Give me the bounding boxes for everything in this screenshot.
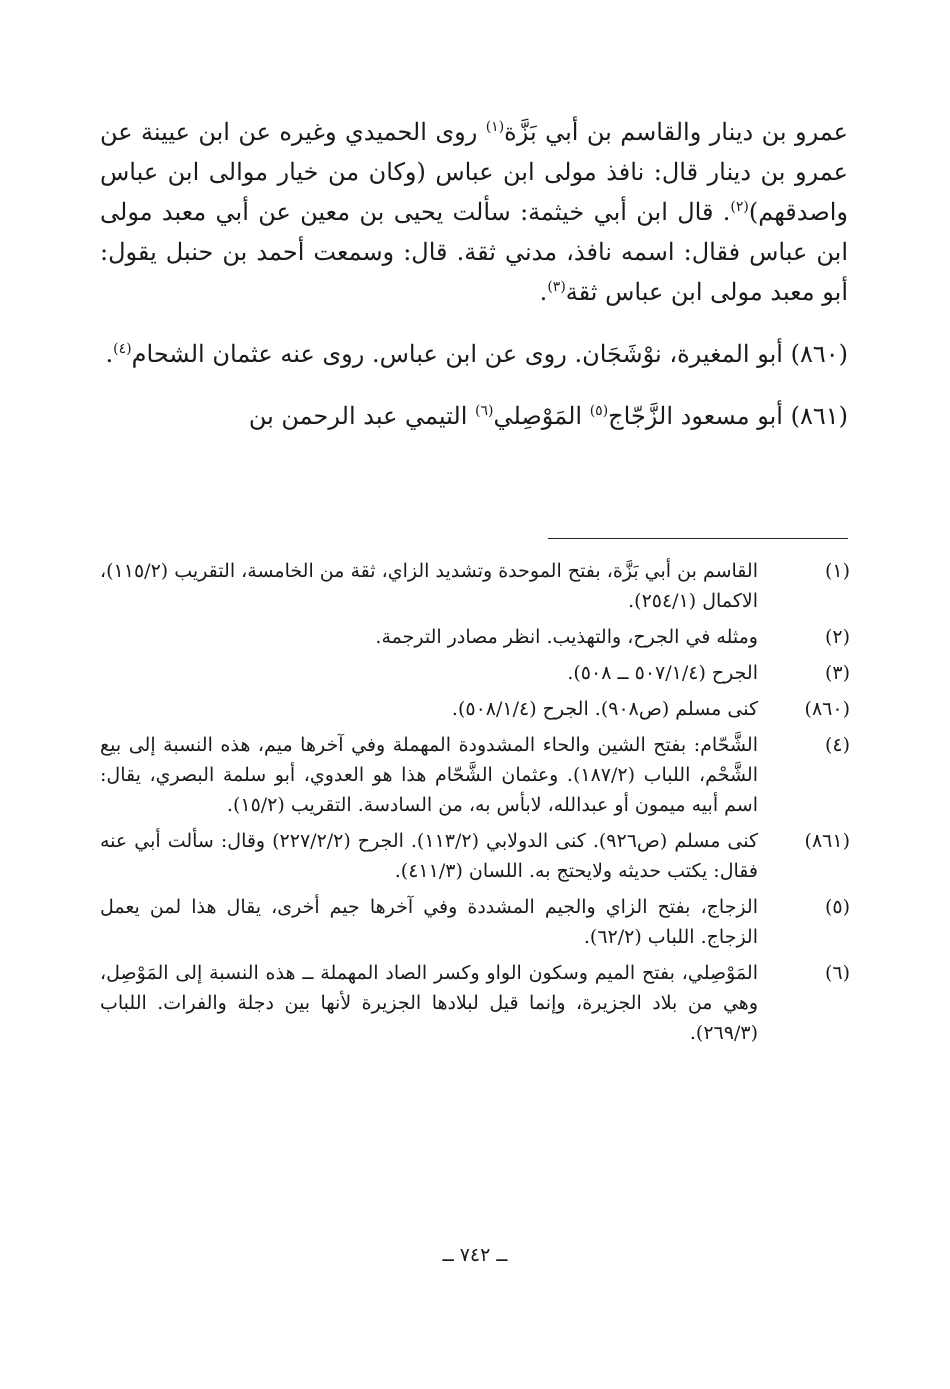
footnote-divider (548, 538, 848, 539)
footnote (100, 958, 850, 1048)
footnote-text: كنى مسلم (ص٩٢٦). كنى الدولابي (١١٣/٢). الجرح (٢٢٧/٢/٢) وقال: سألت أبي عنه فقال: يكتب حديثه ولايحتج به. اللسان (٤١١/٣). (100, 830, 759, 882)
footnote-ref-6: (٦) (475, 403, 494, 419)
footnote-ref-5: (٥) (589, 403, 609, 419)
text-run: . قال ابن أبي خيثمة: سألت يحيى بن معين عن أبي معبد مولى ابن عباس فقال: اسمه نافذ، مدني ثقة. قال: وسمعت أحمد بن حنبل يقول: أبو معبد مولى ابن عباس ثقة (100, 198, 848, 306)
text-run: . (539, 278, 548, 306)
footnote-text: كنى مسلم (ص٩٠٨). الجرح (٥٠٨/١/٤). (451, 698, 758, 720)
footnote-number: (٤) (824, 734, 850, 756)
footnote-ref-2: (٢) (730, 199, 749, 215)
page-number: ــ ٧٤٢ ــ (442, 1244, 508, 1266)
paragraph-1 (100, 112, 848, 312)
text-run: عمرو بن دينار والقاسم بن أبي بَزَّة (504, 118, 849, 146)
footnote-ref-3: (٣) (547, 279, 566, 295)
entry-861 (100, 396, 848, 436)
footnote-text: الزجاج، بفتح الزاي والجيم المشددة وفي آخرها جيم أخرى، يقال هذا لمن يعمل الزجاج. اللباب (٦٢/٢). (100, 896, 758, 948)
footnote (100, 730, 850, 820)
main-text (100, 112, 848, 436)
footnote-ref-1: (١) (485, 119, 505, 135)
footnote-text: المَوْصِلي، بفتح الميم وسكون الواو وكسر الصاد المهملة ــ هذه النسبة إلى المَوْصِل، وهي من بلاد الجزيرة، وإنما قيل لبلادها الجزيرة لأنها بين دجلة والفرات. اللباب (٢٦٩/٣). (100, 962, 758, 1044)
footnote (100, 694, 850, 724)
footnote-number: (٨٦٠) (804, 698, 850, 720)
footnote-ref-4: (٤) (113, 341, 132, 357)
footnote (100, 826, 850, 886)
footnote-number: (١) (824, 560, 850, 582)
text-run: روى الحميدي وغيره عن ابن عيينة عن عمرو بن دينار قال: نافذ مولى ابن عباس (وكان من خيار موالى ابن عباس واصدقهم) (100, 118, 848, 226)
footnote-text: الشَّحّام: بفتح الشين والحاء المشدودة المهملة وفي آخرها ميم، هذه النسبة إلى بيع الشَّحْم، اللباب (١٨٧/٢). وعثمان الشَّحّام هذا هو العدوي، أبو سلمة البصري، يقال: اسم أبيه ميمون أو عبدالله، لابأس به، من السادسة. التقريب (١٥/٢). (100, 734, 759, 816)
text-run: التيمي عبد الرحمن بن (248, 402, 475, 430)
text-run: . (105, 340, 114, 368)
footnote-text: القاسم بن أبي بَزَّة، بفتح الموحدة وتشديد الزاي، ثقة من الخامسة، التقريب (١١٥/٢)، الاكمال (٢٥٤/١). (100, 560, 758, 612)
footnote (100, 622, 850, 652)
footnote-text: الجرح (٥٠٧/١/٤ ــ ٥٠٨). (567, 662, 758, 684)
footnote-number: (٢) (824, 626, 850, 648)
footnote (100, 556, 850, 616)
footnote-number: (٣) (824, 662, 850, 684)
footnote-number: (٥) (824, 896, 850, 918)
footnote (100, 892, 850, 952)
text-run: (٨٦١) أبو مسعود الزَّجّاج (608, 402, 848, 430)
footnote-number: (٨٦١) (804, 830, 850, 852)
footnote (100, 658, 850, 688)
footnote-number: (٦) (824, 962, 850, 984)
text-run: (٨٦٠) أبو المغيرة، نوْشَجَان. روى عن ابن عباس. روى عنه عثمان الشحام (131, 340, 848, 368)
entry-860 (100, 334, 848, 374)
footnote-text: ومثله في الجرح، والتهذيب. انظر مصادر الترجمة. (375, 626, 758, 648)
footnotes (100, 556, 850, 1054)
text-run: المَوْصِلي (493, 402, 590, 430)
